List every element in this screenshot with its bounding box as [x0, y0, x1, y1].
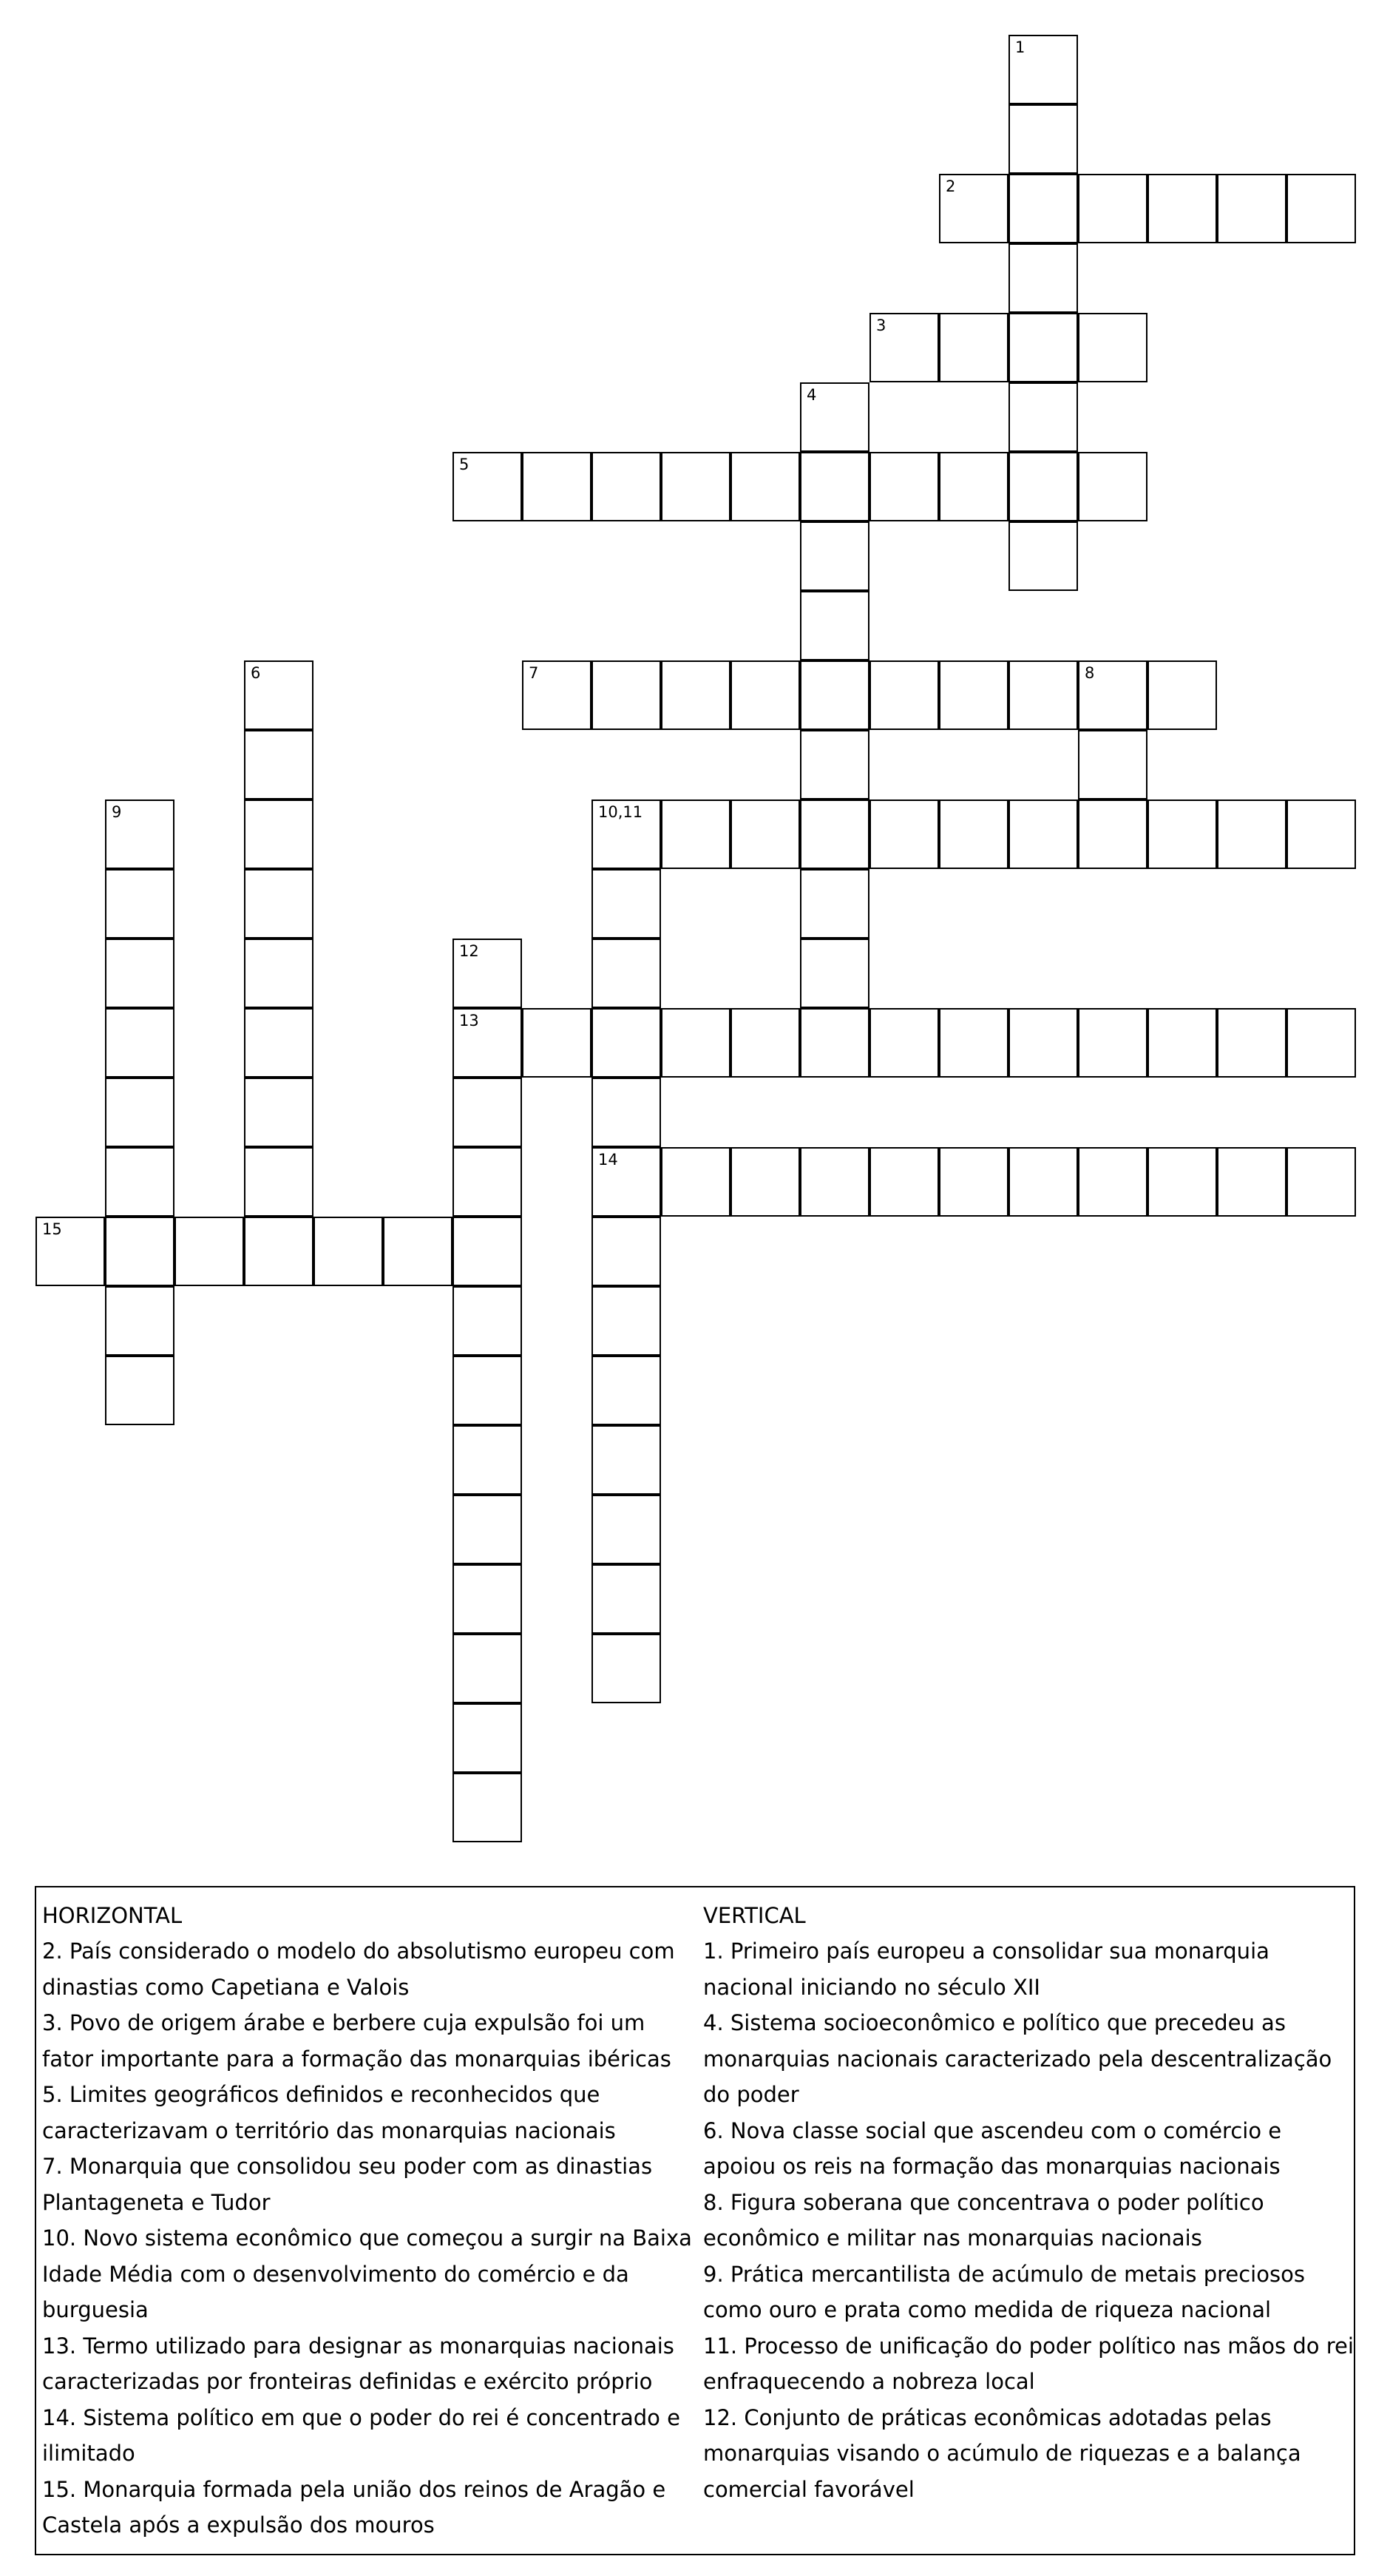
clue-vertical-6: 6. Nova classe social que ascendeu com o comércio e apoiou os reis na formação das monarquias nacionais	[703, 2117, 1282, 2179]
grid-cell[interactable]	[800, 869, 869, 939]
grid-cell[interactable]	[869, 313, 939, 382]
grid-cell[interactable]	[800, 1008, 869, 1078]
vertical-clues	[703, 1898, 1354, 2507]
grid-cell[interactable]	[800, 591, 869, 660]
grid-cell[interactable]	[1008, 1008, 1078, 1078]
grid-cell[interactable]	[35, 1217, 105, 1286]
grid-cell[interactable]	[591, 1147, 661, 1217]
grid-cell[interactable]	[661, 799, 730, 869]
grid-cell[interactable]	[244, 799, 313, 869]
grid-cell[interactable]	[1008, 243, 1078, 313]
grid-cell[interactable]	[591, 869, 661, 939]
grid-cell[interactable]	[591, 452, 661, 521]
grid-cell[interactable]	[105, 1008, 174, 1078]
grid-cell[interactable]	[452, 1425, 522, 1495]
grid-cell[interactable]	[591, 1286, 661, 1356]
grid-cell[interactable]	[452, 1286, 522, 1356]
grid-cell[interactable]	[1008, 799, 1078, 869]
grid-cell[interactable]	[1286, 1008, 1356, 1078]
grid-cell[interactable]	[939, 452, 1008, 521]
grid-cell[interactable]	[591, 660, 661, 730]
grid-cell[interactable]	[1078, 1008, 1147, 1078]
grid-cell[interactable]	[800, 452, 869, 521]
grid-cell[interactable]	[105, 939, 174, 1008]
clue-horizontal-3: 3. Povo de origem árabe e berbere cuja expulsão foi um fator importante para a formação das monarquias ibéricas	[42, 2010, 671, 2072]
grid-cell[interactable]	[1008, 104, 1078, 174]
grid-cell[interactable]	[730, 452, 800, 521]
grid-cell[interactable]	[1078, 799, 1147, 869]
grid-cell[interactable]	[800, 799, 869, 869]
grid-cell[interactable]	[939, 1147, 1008, 1217]
grid-cell[interactable]	[1078, 660, 1147, 730]
grid-cell[interactable]	[105, 869, 174, 939]
grid-cell[interactable]	[939, 1008, 1008, 1078]
grid-cell[interactable]	[661, 660, 730, 730]
grid-cell[interactable]	[1286, 1147, 1356, 1217]
grid-cell[interactable]	[730, 1147, 800, 1217]
grid-cell[interactable]	[1078, 313, 1147, 382]
grid-cell[interactable]	[730, 660, 800, 730]
grid-cell[interactable]	[1008, 174, 1078, 243]
clue-horizontal-7: 7. Monarquia que consolidou seu poder com as dinastias Plantageneta e Tudor	[42, 2154, 653, 2215]
grid-cell[interactable]	[1147, 1008, 1217, 1078]
grid-cell[interactable]	[452, 1078, 522, 1147]
grid-cell[interactable]	[1078, 1147, 1147, 1217]
grid-cell[interactable]	[800, 730, 869, 799]
clue-number-13: 13	[459, 1012, 479, 1030]
grid-cell[interactable]	[869, 799, 939, 869]
grid-cell[interactable]	[522, 660, 591, 730]
grid-cell[interactable]	[1008, 660, 1078, 730]
grid-cell[interactable]	[452, 1217, 522, 1286]
grid-cell[interactable]	[1008, 1147, 1078, 1217]
grid-cell[interactable]	[591, 1217, 661, 1286]
clue-number-15: 15	[42, 1220, 62, 1238]
grid-cell[interactable]	[591, 1495, 661, 1564]
grid-cell[interactable]	[800, 521, 869, 591]
grid-cell[interactable]	[1008, 452, 1078, 521]
grid-cell[interactable]	[800, 939, 869, 1008]
clue-horizontal-2: 2. País considerado o modelo do absolutismo europeu com dinastias como Capetiana e Valois	[42, 1938, 675, 2000]
grid-cell[interactable]	[1147, 174, 1217, 243]
clue-horizontal-14: 14. Sistema político em que o poder do rei é concentrado e ilimitado	[42, 2404, 680, 2466]
grid-cell[interactable]	[939, 313, 1008, 382]
grid-cell[interactable]	[800, 1147, 869, 1217]
grid-cell[interactable]	[244, 1078, 313, 1147]
grid-cell[interactable]	[1217, 1147, 1286, 1217]
grid-cell[interactable]	[1286, 799, 1356, 869]
grid-cell[interactable]	[1008, 521, 1078, 591]
grid-cell[interactable]	[452, 1773, 522, 1842]
horizontal-title: HORIZONTAL	[42, 1903, 183, 1928]
grid-cell[interactable]	[591, 939, 661, 1008]
clue-number-2: 2	[946, 178, 956, 195]
grid-cell[interactable]	[1078, 452, 1147, 521]
clue-number-8: 8	[1085, 664, 1095, 682]
grid-cell[interactable]	[1008, 382, 1078, 452]
clue-number-10-11: 10,11	[598, 803, 643, 821]
clue-number-6: 6	[251, 664, 261, 682]
clues-box	[35, 1886, 1355, 2555]
grid-cell[interactable]	[1147, 660, 1217, 730]
grid-cell[interactable]	[105, 1217, 174, 1286]
grid-cell[interactable]	[452, 1356, 522, 1425]
clue-vertical-9: 9. Prática mercantilista de acúmulo de metais preciosos como ouro e prata como medida de riqueza nacional	[703, 2261, 1305, 2322]
grid-cell[interactable]	[869, 1008, 939, 1078]
grid-cell[interactable]	[244, 1008, 313, 1078]
grid-cell[interactable]	[105, 1147, 174, 1217]
clue-horizontal-10: 10. Novo sistema econômico que começou a surgir na Baixa Idade Média com o desenvolvimento do comércio e da burguesia	[42, 2225, 692, 2322]
grid-cell[interactable]	[452, 1703, 522, 1773]
clue-number-9: 9	[112, 803, 122, 821]
clue-horizontal-5: 5. Limites geográficos definidos e reconhecidos que caracterizavam o território das monarquias nacionais	[42, 2082, 616, 2143]
grid-cell[interactable]	[869, 452, 939, 521]
grid-cell[interactable]	[869, 660, 939, 730]
clue-number-1: 1	[1015, 38, 1025, 56]
clue-number-4: 4	[807, 386, 817, 404]
grid-cell[interactable]	[869, 1147, 939, 1217]
grid-cell[interactable]	[452, 939, 522, 1008]
clue-number-3: 3	[876, 317, 886, 334]
grid-cell[interactable]	[1147, 1147, 1217, 1217]
grid-cell[interactable]	[730, 799, 800, 869]
grid-cell[interactable]	[939, 174, 1008, 243]
grid-cell[interactable]	[244, 730, 313, 799]
grid-cell[interactable]	[591, 1425, 661, 1495]
grid-cell[interactable]	[522, 452, 591, 521]
grid-cell[interactable]	[939, 799, 1008, 869]
grid-cell[interactable]	[1217, 174, 1286, 243]
clue-number-12: 12	[459, 942, 479, 960]
grid-cell[interactable]	[244, 1147, 313, 1217]
grid-cell[interactable]	[1286, 174, 1356, 243]
grid-cell[interactable]	[383, 1217, 452, 1286]
grid-cell[interactable]	[174, 1217, 244, 1286]
clue-number-7: 7	[529, 664, 539, 682]
grid-cell[interactable]	[661, 1008, 730, 1078]
grid-cell[interactable]	[661, 452, 730, 521]
clue-vertical-11: 11. Processo de unificação do poder político nas mãos do rei enfraquecendo a nobreza local	[703, 2333, 1354, 2394]
grid-cell[interactable]	[105, 1078, 174, 1147]
grid-cell[interactable]	[452, 452, 522, 521]
clue-horizontal-15: 15. Monarquia formada pela união dos reinos de Aragão e Castela após a expulsão dos mouros	[42, 2476, 666, 2538]
grid-cell[interactable]	[452, 1564, 522, 1634]
grid-cell[interactable]	[105, 799, 174, 869]
clue-vertical-4: 4. Sistema socioeconômico e político que precedeu as monarquias nacionais caracterizado pela descentralização do poder	[703, 2010, 1332, 2107]
grid-cell[interactable]	[1008, 313, 1078, 382]
grid-cell[interactable]	[939, 660, 1008, 730]
grid-cell[interactable]	[452, 1495, 522, 1564]
grid-cell[interactable]	[1078, 730, 1147, 799]
grid-cell[interactable]	[1217, 1008, 1286, 1078]
grid-cell[interactable]	[591, 1356, 661, 1425]
grid-cell[interactable]	[591, 1078, 661, 1147]
grid-cell[interactable]	[452, 1634, 522, 1703]
vertical-title: VERTICAL	[703, 1903, 806, 1928]
grid-cell[interactable]	[522, 1008, 591, 1078]
horizontal-clues	[42, 1898, 693, 2543]
grid-cell[interactable]	[105, 1286, 174, 1356]
grid-cell[interactable]	[591, 1008, 661, 1078]
grid-cell[interactable]	[1217, 799, 1286, 869]
grid-cell[interactable]	[591, 1564, 661, 1634]
grid-cell[interactable]	[105, 1356, 174, 1425]
grid-cell[interactable]	[244, 939, 313, 1008]
grid-cell[interactable]	[800, 382, 869, 452]
grid-cell[interactable]	[591, 1634, 661, 1703]
grid-cell[interactable]	[452, 1147, 522, 1217]
grid-cell[interactable]	[1147, 799, 1217, 869]
grid-cell[interactable]	[1078, 174, 1147, 243]
grid-cell[interactable]	[800, 660, 869, 730]
grid-cell[interactable]	[244, 1217, 313, 1286]
grid-cell[interactable]	[730, 1008, 800, 1078]
grid-cell[interactable]	[1008, 35, 1078, 104]
grid-cell[interactable]	[591, 799, 661, 869]
clue-horizontal-13: 13. Termo utilizado para designar as monarquias nacionais caracterizadas por fronteiras definidas e exército próprio	[42, 2333, 674, 2394]
clue-vertical-12: 12. Conjunto de práticas econômicas adotadas pelas monarquias visando o acúmulo de riquezas e a balança comercial favorável	[703, 2404, 1301, 2502]
grid-cell[interactable]	[661, 1147, 730, 1217]
grid-cell[interactable]	[244, 660, 313, 730]
clue-vertical-1: 1. Primeiro país europeu a consolidar sua monarquia nacional iniciando no século XII	[703, 1938, 1269, 2000]
clue-number-5: 5	[459, 456, 469, 473]
clue-vertical-8: 8. Figura soberana que concentrava o poder político econômico e militar nas monarquias nacionais	[703, 2189, 1264, 2251]
clue-number-14: 14	[598, 1151, 618, 1169]
grid-cell[interactable]	[244, 869, 313, 939]
grid-cell[interactable]	[452, 1008, 522, 1078]
grid-cell[interactable]	[313, 1217, 383, 1286]
